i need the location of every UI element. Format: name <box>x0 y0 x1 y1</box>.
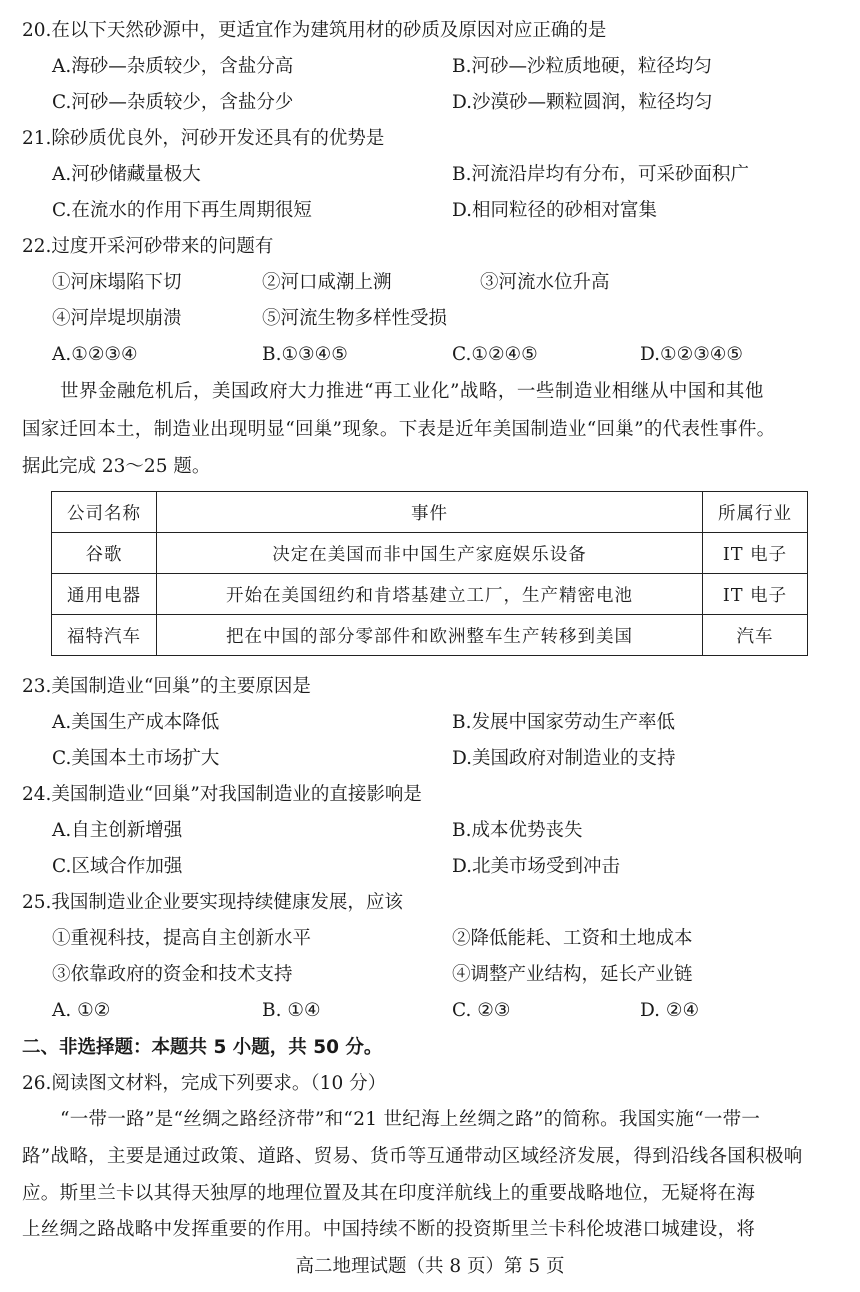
q25-item-2: ②降低能耗、工资和土地成本 <box>452 928 693 949</box>
q20-option-d: D.沙漠砂—颗粒圆润，粒径均匀 <box>452 92 713 113</box>
cell-event: 把在中国的部分零部件和欧洲整车生产转移到美国 <box>157 615 703 656</box>
cell-industry: IT 电子 <box>703 574 808 615</box>
q24-option-b: B.成本优势丧失 <box>452 820 583 841</box>
q24-option-a: A.自主创新增强 <box>52 820 183 841</box>
section-heading: 二、非选择题：本题共 5 小题，共 50 分。 <box>22 1037 383 1058</box>
q25-item-4: ④调整产业结构，延长产业链 <box>452 964 693 985</box>
cell-event: 决定在美国而非中国生产家庭娱乐设备 <box>157 533 703 574</box>
q21-option-b: B.河流沿岸均有分布，可采砂面积广 <box>452 164 749 185</box>
q26-line1: “一带一路”是“丝绸之路经济带”和“21 世纪海上丝绸之路”的简称。我国实施“一带一 <box>60 1109 761 1130</box>
q26-line2: 路”战略，主要是通过政策、道路、贸易、货币等互通带动区域经济发展，得到沿线各国积极响 <box>22 1146 803 1167</box>
q25-item-3: ③依靠政府的资金和技术支持 <box>52 964 293 985</box>
table-header-row <box>52 492 808 533</box>
table-row <box>52 615 808 656</box>
q24-option-c: C.区域合作加强 <box>52 856 183 877</box>
q23-option-a: A.美国生产成本降低 <box>52 712 220 733</box>
passage1-line3: 据此完成 23～25 题。 <box>22 456 211 477</box>
q25-option-c: C. ②③ <box>452 1000 511 1021</box>
cell-company: 通用电器 <box>52 574 157 615</box>
q24-stem: 24.美国制造业“回巢”对我国制造业的直接影响是 <box>22 784 422 805</box>
q20-option-c: C.河砂—杂质较少，含盐分少 <box>52 92 294 113</box>
q23-option-d: D.美国政府对制造业的支持 <box>452 748 676 769</box>
events-table <box>51 491 808 656</box>
q22-stem: 22.过度开采河砂带来的问题有 <box>22 236 274 257</box>
q21-stem: 21.除砂质优良外，河砂开发还具有的优势是 <box>22 128 385 149</box>
q23-option-b: B.发展中国家劳动生产率低 <box>452 712 675 733</box>
q23-option-c: C.美国本土市场扩大 <box>52 748 220 769</box>
q25-option-a: A. ①② <box>52 1000 111 1021</box>
q24-option-d: D.北美市场受到冲击 <box>452 856 621 877</box>
q22-item-2: ②河口咸潮上溯 <box>262 272 392 293</box>
q22-item-4: ④河岸堤坝崩溃 <box>52 308 182 329</box>
cell-company: 谷歌 <box>52 533 157 574</box>
q25-stem: 25.我国制造业企业要实现持续健康发展，应该 <box>22 892 403 913</box>
q26-line4: 上丝绸之路战略中发挥重要的作用。中国持续不断的投资斯里兰卡科伦坡港口城建设，将 <box>22 1219 756 1240</box>
q21-option-c: C.在流水的作用下再生周期很短 <box>52 200 312 221</box>
cell-industry: 汽车 <box>703 615 808 656</box>
passage1-line2: 国家迁回本土，制造业出现明显“回巢”现象。下表是近年美国制造业“回巢”的代表性事件。 <box>22 419 776 440</box>
q21-option-a: A.河砂储藏量极大 <box>52 164 201 185</box>
header-company: 公司名称 <box>52 492 157 533</box>
table-row <box>52 533 808 574</box>
page-footer: 高二地理试题（共 8 页）第 5 页 <box>295 1256 565 1277</box>
q25-item-1: ①重视科技，提高自主创新水平 <box>52 928 312 949</box>
q21-option-d: D.相同粒径的砂相对富集 <box>452 200 658 221</box>
q22-item-5: ⑤河流生物多样性受损 <box>262 308 448 329</box>
q25-option-b: B. ①④ <box>262 1000 321 1021</box>
q26-stem: 26.阅读图文材料，完成下列要求。（10 分） <box>22 1073 387 1094</box>
q20-stem: 20.在以下天然砂源中，更适宜作为建筑用材的砂质及原因对应正确的是 <box>22 20 607 41</box>
q22-item-3: ③河流水位升高 <box>480 272 610 293</box>
q22-option-c: C.①②④⑤ <box>452 344 538 365</box>
table-row <box>52 574 808 615</box>
passage1-line1: 世界金融危机后，美国政府大力推进“再工业化”战略，一些制造业相继从中国和其他 <box>60 381 764 402</box>
cell-company: 福特汽车 <box>52 615 157 656</box>
cell-event: 开始在美国纽约和肯塔基建立工厂，生产精密电池 <box>157 574 703 615</box>
q23-stem: 23.美国制造业“回巢”的主要原因是 <box>22 676 311 697</box>
q25-option-d: D. ②④ <box>640 1000 700 1021</box>
q20-option-a: A.海砂—杂质较少，含盐分高 <box>52 56 294 77</box>
q20-option-b: B.河砂—沙粒质地硬，粒径均匀 <box>452 56 712 77</box>
q22-option-b: B.①③④⑤ <box>262 344 348 365</box>
header-industry: 所属行业 <box>703 492 808 533</box>
q22-option-d: D.①②③④⑤ <box>640 344 743 365</box>
header-event: 事件 <box>157 492 703 533</box>
q26-line3: 应。斯里兰卡以其得天独厚的地理位置及其在印度洋航线上的重要战略地位，无疑将在海 <box>22 1183 756 1204</box>
q22-option-a: A.①②③④ <box>52 344 138 365</box>
cell-industry: IT 电子 <box>703 533 808 574</box>
q22-item-1: ①河床塌陷下切 <box>52 272 182 293</box>
